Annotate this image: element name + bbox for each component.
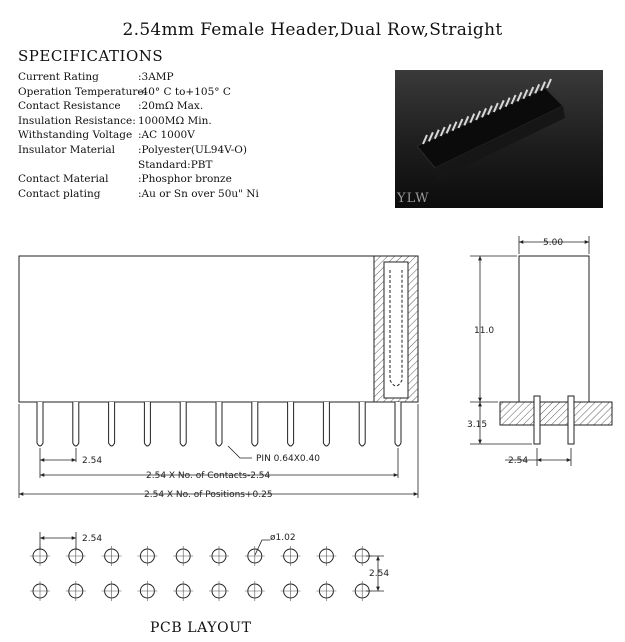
side-row-pitch-label: 2.54 [508,456,529,466]
pcb-holes [30,546,372,601]
side-pin-left [534,396,540,444]
spec-value: -40° C to+105° C [138,85,231,98]
front-pin [180,402,186,446]
spec-label: Contact Resistance [18,100,121,113]
spec-value: :3AMP [138,71,174,83]
front-pin [252,402,258,446]
front-pins [37,402,401,446]
spec-label: Contact Material [18,173,109,186]
spec-label: Current Rating [18,71,99,83]
front-pin [359,402,365,446]
spec-label: Insulation Resistance: [18,114,136,127]
front-view [19,256,418,446]
header-body-outline [19,256,418,402]
side-view [500,256,612,444]
pcb-row-pitch-label: 2.54 [369,569,390,579]
page-title: 2.54mm Female Header,Dual Row,Straight [122,20,503,40]
front-pin [323,402,329,446]
pcb-pitch-label: 2.54 [82,534,103,544]
spec-value: :Phosphor bronze [138,173,232,186]
pcb-hole-label: ø1.02 [270,533,296,543]
side-width-label: 5.00 [543,238,564,248]
spec-label: Operation Temperature: [18,85,148,98]
front-pin [216,402,222,446]
front-pin [144,402,150,446]
pcb-section [500,402,612,425]
spec-label: Contact plating [18,187,101,200]
front-pin [288,402,294,446]
spec-value: :Au or Sn over 50u" Ni [138,187,259,200]
spec-value: :AC 1000V [138,129,195,142]
front-pin [37,402,43,446]
front-pin [109,402,115,446]
side-body-outline [519,256,589,402]
spec-label: Withstanding Voltage [18,129,133,142]
contact-cavity [384,262,408,398]
spec-value: :20mΩ Max. [138,100,204,113]
pcb-layout-title: PCB LAYOUT [150,620,252,636]
front-pin [395,402,401,446]
front-pin [73,402,79,446]
spec-value: 1000MΩ Min. [138,114,212,127]
positions-length-label: 2.54 X No. of Positions+0.25 [144,490,273,500]
pin-size-label: PIN 0.64X0.40 [256,454,320,464]
side-pin-length-label: 3.15 [467,420,488,430]
side-height-label: 11.0 [474,326,495,336]
spec-label: Insulator Material [18,143,116,156]
front-pitch-label: 2.54 [82,456,103,466]
watermark-label: YLW [397,191,430,206]
contacts-length-label: 2.54 X No. of Contacts-2.54 [146,471,271,481]
spec-value: :Polyester(UL94V-O) [138,143,247,156]
spec-value: Standard:PBT [138,158,213,171]
specifications-heading: SPECIFICATIONS [18,47,164,65]
side-pin-right [568,396,574,444]
